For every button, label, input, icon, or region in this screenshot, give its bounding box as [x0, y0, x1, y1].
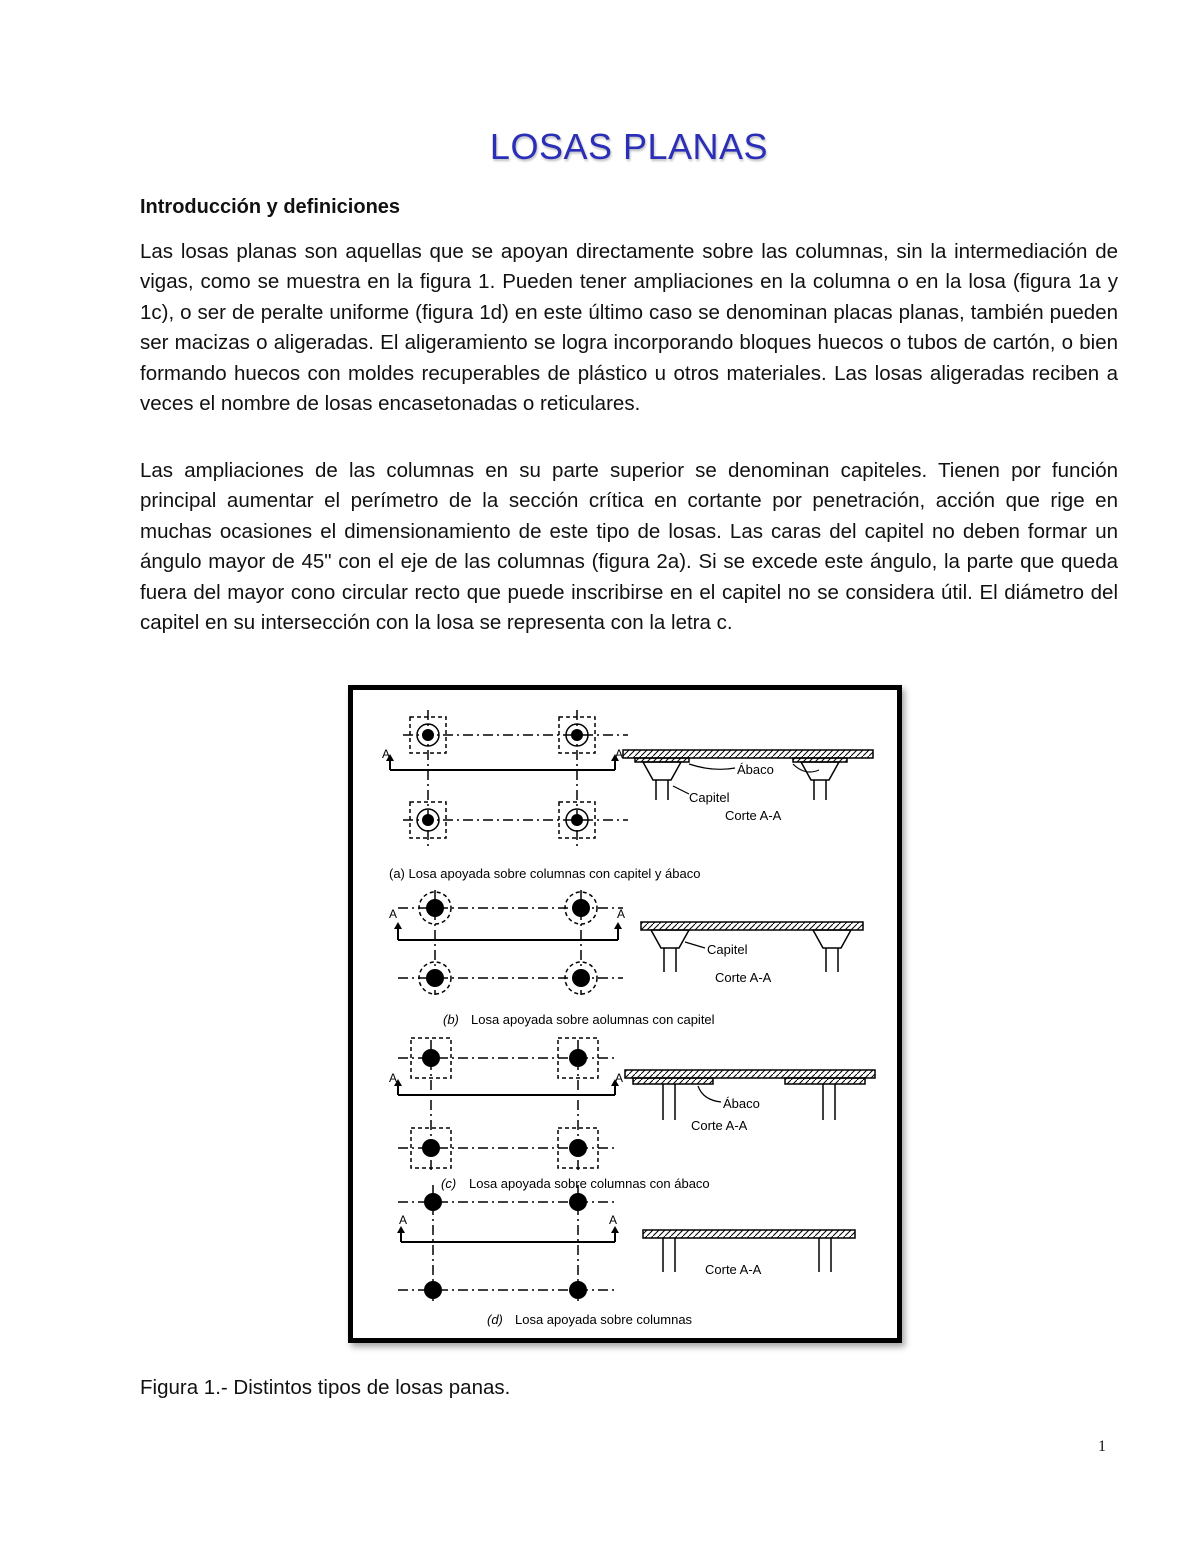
page-title: LOSAS PLANAS [489, 126, 769, 167]
panel-b-caption-letter: (b) [443, 1012, 459, 1027]
panel-a-label-corte: Corte A-A [725, 808, 782, 823]
panel-b-section-mark-right: A [616, 907, 626, 921]
page-number: 1 [1098, 1438, 1106, 1455]
panel-b-section-mark-left: A [388, 907, 398, 921]
section-heading: Introducción y definiciones [140, 196, 401, 218]
panel-c-section [625, 1070, 875, 1120]
panel-d-caption-letter: (d) [487, 1312, 503, 1327]
panel-b-columns [394, 899, 622, 987]
panel-a-label-capitel: Capitel [689, 790, 730, 805]
panel-b-section [641, 922, 863, 972]
panel-c-section-mark-right: A [614, 1071, 624, 1085]
panel-d-section-mark-right: A [608, 1213, 618, 1227]
panel-d-section-mark-left: A [398, 1213, 408, 1227]
panel-c-label-abaco: Ábaco [723, 1096, 760, 1111]
panel-c-caption: Losa apoyada sobre columnas con ábaco [469, 1176, 710, 1191]
figure-1 [348, 685, 902, 1343]
panel-a-label-abaco: Ábaco [737, 762, 774, 777]
paragraph-capiteles: Las ampliaciones de las columnas en su parte superior se denominan capiteles. Tienen por función principal aumentar el perímetro de la sección crítica en cortante por penetración, acción que rige en muchas ocasiones el dimensionamiento de este tipo de losas. Las caras del capitel no deben formar un ángulo mayor de 45" con el eje de las columnas (figura 2a). Si se excede este ángulo, la parte que queda fuera del mayor cono circular recto que puede inscribirse en el capitel no se considera útil. El diámetro del capitel en su intersección con la losa se representa con la letra c. [140, 459, 1118, 635]
panel-c-columns [394, 1049, 619, 1157]
panel-c-label-corte: Corte A-A [691, 1118, 748, 1133]
panel-a-caption: (a) Losa apoyada sobre columnas con capitel y ábaco [389, 866, 701, 881]
panel-d-columns [397, 1193, 619, 1299]
panel-b-caption: Losa apoyada sobre aolumnas con capitel [471, 1012, 715, 1027]
figure-1-drawing [353, 690, 897, 1338]
panel-b-label-corte: Corte A-A [715, 970, 772, 985]
panel-d-label-corte: Corte A-A [705, 1262, 762, 1277]
panel-b-label-capitel: Capitel [707, 942, 748, 957]
panel-c-section-mark-left: A [388, 1071, 398, 1085]
panel-a-section-mark-left: A [381, 747, 391, 761]
panel-c-caption-letter: (c) [441, 1176, 457, 1191]
figure-caption: Figura 1.- Distintos tipos de losas panas. [140, 1376, 511, 1399]
panel-d-caption: Losa apoyada sobre columnas [515, 1312, 693, 1327]
panel-a-section-mark-right: A [614, 747, 624, 761]
paragraph-intro: Las losas planas son aquellas que se apoyan directamente sobre las columnas, sin la intermediación de vigas, como se muestra en la figura 1. Pueden tener ampliaciones en la columna o en la losa (figura 1a y 1c), o ser de peralte uniforme (figura 1d) en este último caso se denominan placas planas, también pueden ser macizas o aligeradas. El aligeramiento se logra incorporando bloques huecos o tubos de cartón, o bien formando huecos con moldes recuperables de plástico u otros materiales. Las losas aligeradas reciben a veces el nombre de losas encasetonadas o reticulares. [140, 240, 1118, 416]
